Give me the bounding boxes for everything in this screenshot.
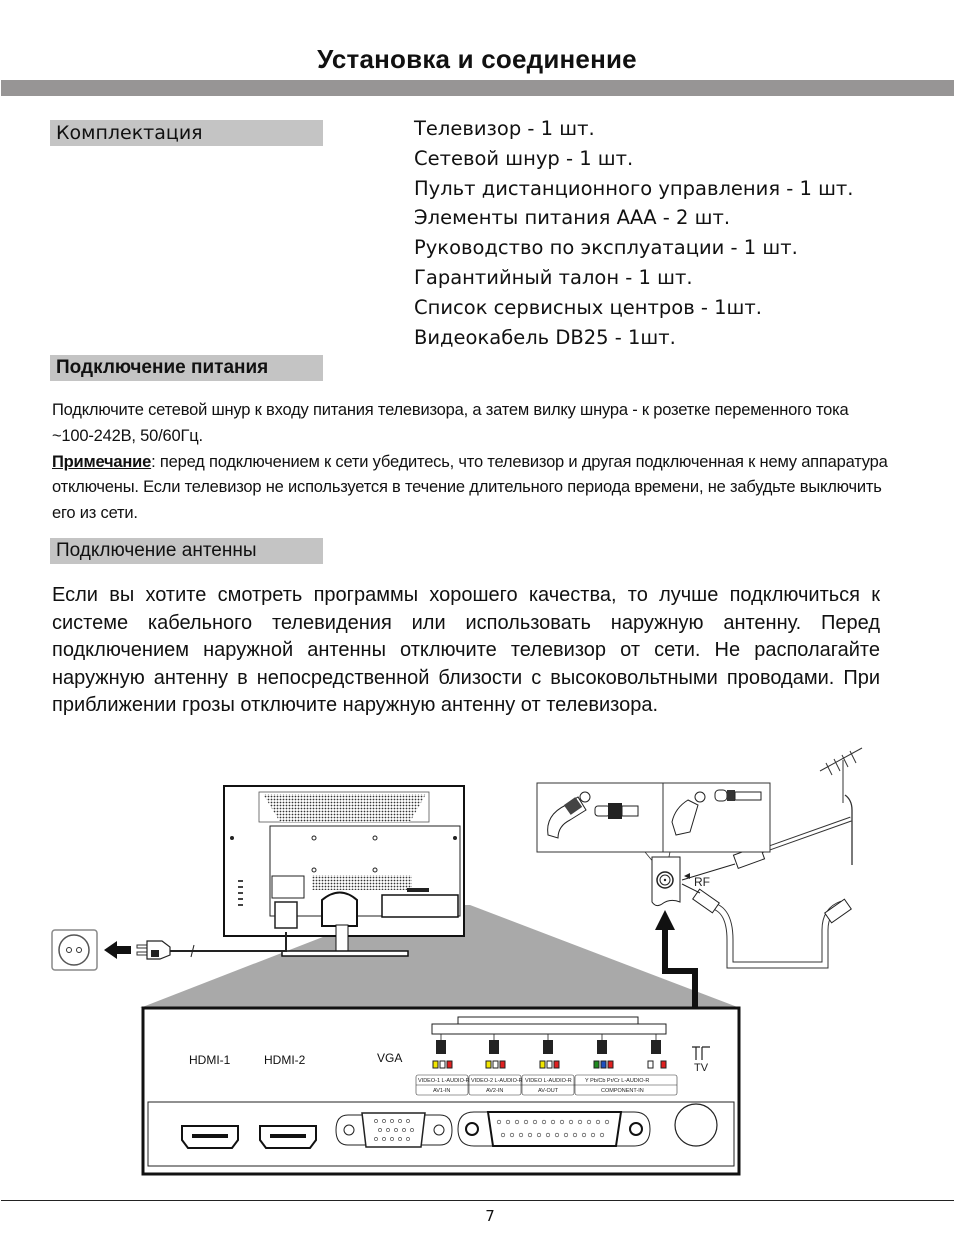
av1-bottom-label: AV1-IN	[433, 1088, 451, 1094]
avout-bottom-label: AV-OUT	[538, 1088, 559, 1094]
page-title: Установка и соединение	[317, 44, 637, 74]
footer-divider	[1, 1200, 954, 1201]
kit-item: Список сервисных центров - 1шт.	[414, 295, 762, 319]
connection-diagram	[0, 740, 954, 1190]
av-labels	[416, 1075, 677, 1095]
hdmi2-label: HDMI-2	[264, 1053, 306, 1067]
power-socket-icon	[52, 930, 97, 970]
hdmi2-port-icon	[260, 1126, 316, 1148]
tv-back-illustration	[224, 786, 464, 956]
vga-port-icon	[336, 1113, 452, 1147]
av2-top-label: VIDEO-2 L-AUDIO-R	[471, 1078, 523, 1084]
kit-item: Телевизор - 1 шт.	[414, 117, 595, 140]
vga-label: VGA	[377, 1051, 403, 1065]
rf-label: RF	[694, 875, 710, 889]
coax-connector-callout	[537, 783, 665, 852]
power-paragraph	[52, 398, 894, 527]
section-heading-power: Подключение питания	[50, 355, 323, 381]
db25-port-icon	[458, 1112, 650, 1146]
arrow-left-icon	[104, 941, 131, 959]
hdmi1-label: HDMI-1	[189, 1053, 231, 1067]
kit-item: Гарантийный талон - 1 шт.	[414, 265, 693, 289]
kit-item: Элементы питания ААА - 2 шт.	[414, 206, 731, 230]
kit-item: Видеокабель DB25 - 1шт.	[414, 325, 676, 349]
note-label: Примечание	[52, 452, 152, 471]
kit-item: Пульт дистанционного управления - 1 шт.	[414, 176, 854, 200]
rf-antenna-port-icon	[675, 1104, 717, 1146]
section-heading-antenna: Подключение антенны	[50, 538, 323, 564]
section-heading-kit: Комплектация	[50, 120, 323, 146]
rf-jack-panel	[652, 857, 690, 906]
page-number: 7	[485, 1207, 495, 1225]
power-text: Подключите сетевой шнур к входу питания телевизора, а затем вилку шнура - к розетке переменного тока ~100-242В, 50/60Гц.	[52, 401, 849, 445]
plug-connector-callout	[663, 783, 770, 852]
kit-item: Сетевой шнур - 1 шт.	[414, 146, 634, 170]
note-text: : перед подключением к сети убедитесь, что телевизор и другая подключенная к нему аппаратура отключены. Если телевизор не используется в течение длительного периода времени, не забудьте выключить его из сети.	[52, 452, 888, 523]
tv-label: TV	[694, 1062, 709, 1074]
antenna-icon	[820, 748, 862, 865]
component-bottom-label: COMPONENT-IN	[601, 1088, 644, 1094]
kit-list	[414, 114, 854, 352]
antenna-paragraph: Если вы хотите смотреть программы хорошего качества, то лучше подключиться к системе кабельного телевидения или использовать наружную антенну. Перед подключением наружной антенны отключите телевизор от сети. Не располагайте наружную антенну в непосредственной близости с высоковольтными проводами. При приближении грозы отключите наружную антенну от телевизора.	[52, 584, 880, 716]
hdmi1-port-icon	[182, 1126, 238, 1148]
av2-bottom-label: AV2-IN	[486, 1088, 504, 1094]
avout-top-label: VIDEO L-AUDIO-R	[525, 1078, 572, 1084]
component-top-label: Y Pb/Cb Pr/Cr L-AUDIO-R	[585, 1078, 650, 1084]
power-plug-icon	[137, 941, 170, 959]
kit-item: Руководство по эксплуатации - 1 шт.	[414, 236, 798, 260]
av1-top-label: VIDEO-1 L-AUDIO-R	[418, 1078, 470, 1084]
title-divider-bar	[1, 80, 954, 96]
